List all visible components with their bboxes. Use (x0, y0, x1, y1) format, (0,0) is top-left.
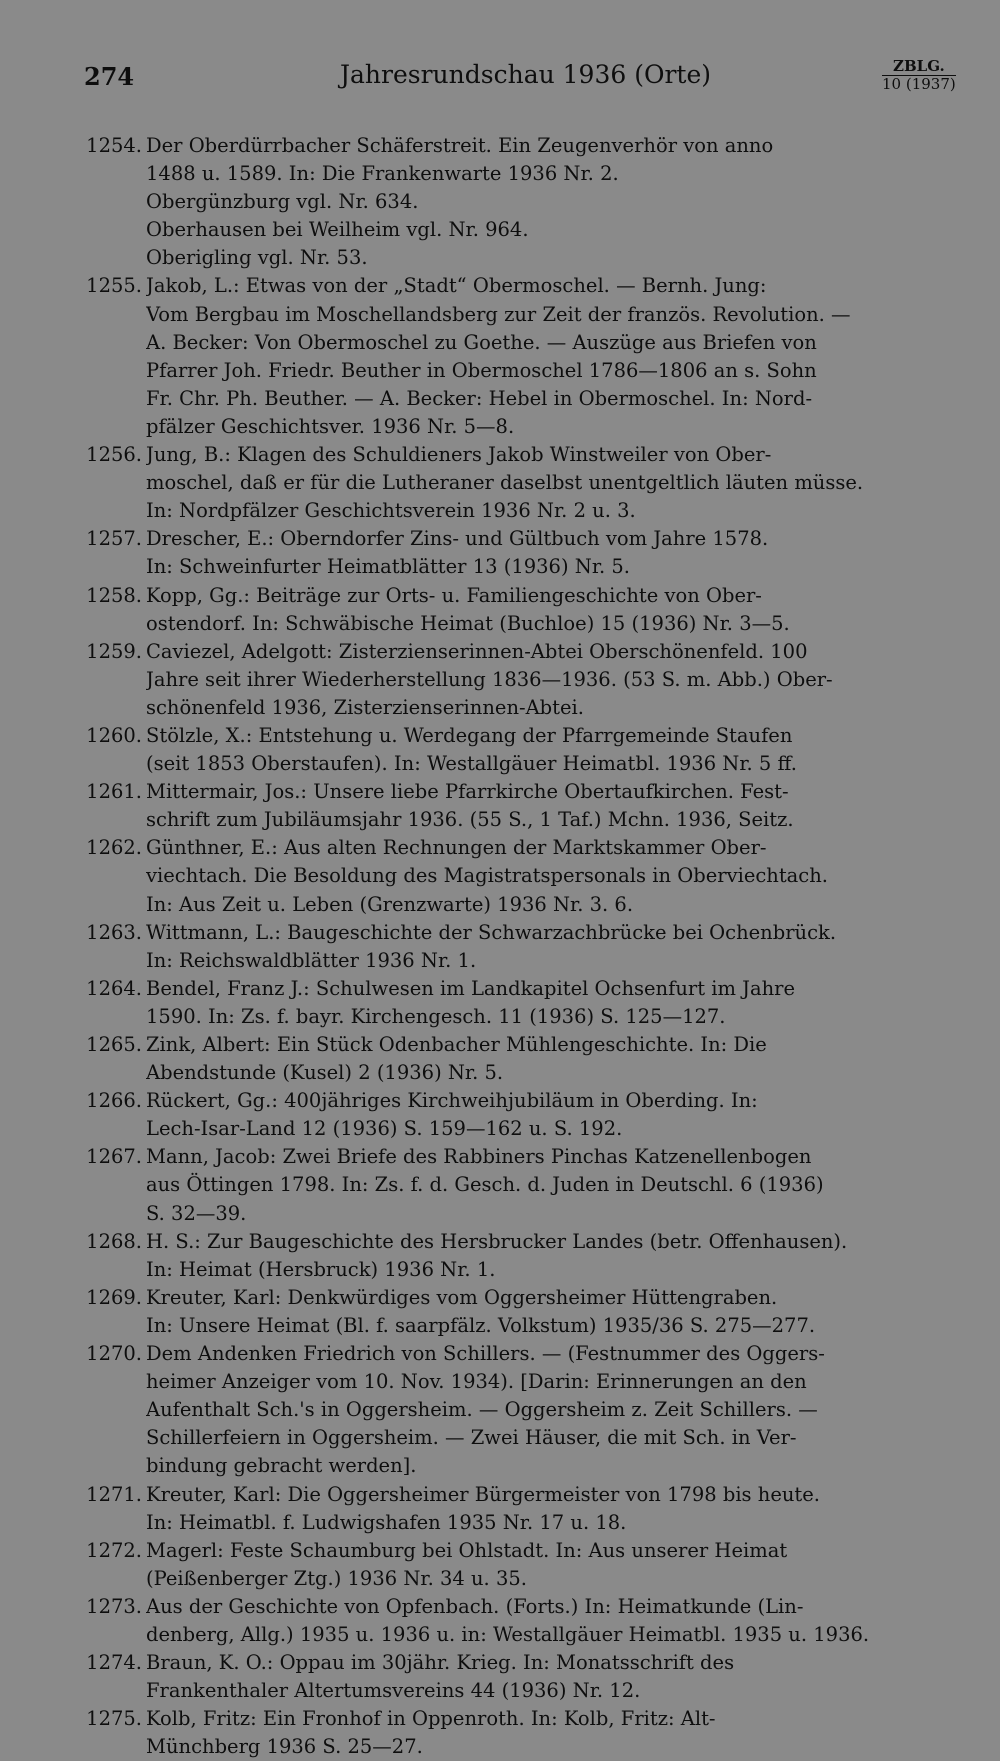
entry-number: 1268. (86, 1229, 142, 1253)
entry-line: In: Reichswaldblätter 1936 Nr. 1. (146, 948, 477, 972)
entry-line: Aus der Geschichte von Opfenbach. (Forts.) In: Heimatkunde (Lin- (146, 1594, 804, 1618)
entry-line: denberg, Allg.) 1935 u. 1936 u. in: Westallgäuer Heimatbl. 1935 u. 1936. (146, 1622, 870, 1646)
entry-line: In: Heimat (Hersbruck) 1936 Nr. 1. (146, 1257, 496, 1281)
entry-line: Drescher, E.: Oberndorfer Zins- und Gültbuch vom Jahre 1578. (146, 527, 769, 551)
entry-text (146, 1031, 958, 1087)
entry-line: Abendstunde (Kusel) 2 (1936) Nr. 5. (146, 1061, 504, 1085)
bibliography-entry (66, 1031, 958, 1087)
journal-abbreviation: ZBLG. (882, 58, 956, 76)
entry-number: 1256. (86, 443, 142, 467)
entry-line: Münchberg 1936 S. 25—27. (146, 1735, 423, 1759)
entry-line: Oberigling vgl. Nr. 53. (146, 246, 368, 270)
bibliography-entry (66, 582, 958, 638)
entry-line: Kolb, Fritz: Ein Fronhof in Oppenroth. In: Kolb, Fritz: Alt- (146, 1707, 716, 1731)
entry-line: Pfarrer Joh. Friedr. Beuther in Obermoschel 1786—1806 an s. Sohn (146, 358, 817, 382)
entry-line: Caviezel, Adelgott: Zisterzienserinnen-Abtei Oberschönenfeld. 100 (146, 639, 808, 663)
entry-line: Schillerfeiern in Oggersheim. — Zwei Häuser, die mit Sch. in Ver- (146, 1426, 797, 1450)
entry-line: heimer Anzeiger vom 10. Nov. 1934). [Darin: Erinnerungen an den (146, 1370, 807, 1394)
entry-number: 1272. (86, 1538, 142, 1562)
entry-text (146, 1087, 958, 1143)
entry-text (146, 1705, 958, 1761)
entry-line: Vom Bergbau im Moschellandsberg zur Zeit der französ. Revolution. — (146, 302, 851, 326)
bibliography-entry (66, 1537, 958, 1593)
entry-line: In: Unsere Heimat (Bl. f. saarpfälz. Volkstum) 1935/36 S. 275—277. (146, 1313, 816, 1337)
entry-line: Stölzle, X.: Entstehung u. Werdegang der Pfarrgemeinde Staufen (146, 723, 793, 747)
entry-text (146, 638, 958, 722)
entry-line: 1488 u. 1589. In: Die Frankenwarte 1936 Nr. 2. (146, 162, 619, 186)
entry-number: 1261. (86, 780, 142, 804)
entry-number: 1265. (86, 1033, 142, 1056)
entry-text (146, 1143, 958, 1227)
entry-line: Jahre seit ihrer Wiederherstellung 1836—1936. (53 S. m. Abb.) Ober- (146, 667, 833, 691)
entry-line: Der Oberdürrbacher Schäferstreit. Ein Zeugenverhör von anno (146, 134, 774, 157)
bibliography-list (66, 132, 958, 1761)
bibliography-entry (66, 1340, 958, 1480)
bibliography-entry (66, 1228, 958, 1284)
entry-text (146, 1537, 958, 1593)
entry-text (146, 1340, 958, 1480)
entry-line: Aufenthalt Sch.'s in Oggersheim. — Oggersheim z. Zeit Schillers. — (146, 1398, 818, 1422)
bibliography-entry (66, 272, 958, 441)
entry-line: Jung, B.: Klagen des Schuldieners Jakob Winstweiler von Ober- (146, 443, 772, 467)
entry-number: 1271. (86, 1482, 142, 1506)
entry-number: 1254. (86, 134, 142, 157)
bibliography-entry (66, 525, 958, 581)
entry-line: S. 32—39. (146, 1201, 247, 1225)
entry-text (146, 1649, 958, 1705)
entry-text (146, 975, 958, 1031)
entry-number: 1263. (86, 920, 142, 944)
bibliography-entry (66, 834, 958, 918)
entry-text (146, 1228, 958, 1284)
entry-text (146, 722, 958, 778)
entry-text (146, 272, 958, 441)
entry-number: 1275. (86, 1707, 142, 1731)
entry-number: 1260. (86, 723, 142, 747)
entry-line: Günthner, E.: Aus alten Rechnungen der Marktskammer Ober- (146, 836, 767, 860)
bibliography-entry (66, 132, 958, 272)
entry-line: 1590. In: Zs. f. bayr. Kirchengesch. 11 (1936) S. 125—127. (146, 1004, 726, 1028)
entry-line: Fr. Chr. Ph. Beuther. — A. Becker: Hebel in Obermoschel. In: Nord- (146, 386, 813, 410)
entry-line: Braun, K. O.: Oppau im 30jähr. Krieg. In: Monatsschrift des (146, 1651, 735, 1675)
entry-line: schönenfeld 1936, Zisterzienserinnen-Abtei. (146, 695, 584, 719)
entry-text (146, 1593, 958, 1649)
entry-line: In: Aus Zeit u. Leben (Grenzwarte) 1936 Nr. 3. 6. (146, 892, 634, 916)
entry-line: ostendorf. In: Schwäbische Heimat (Buchloe) 15 (1936) Nr. 3—5. (146, 611, 790, 635)
entry-line: moschel, daß er für die Lutheraner daselbst unentgeltlich läuten müsse. (146, 471, 864, 495)
entry-line: Oberhausen bei Weilheim vgl. Nr. 964. (146, 218, 529, 242)
bibliography-entry (66, 1593, 958, 1649)
bibliography-entry (66, 1481, 958, 1537)
entry-line: In: Schweinfurter Heimatblätter 13 (1936) Nr. 5. (146, 555, 630, 579)
entry-line: Mittermair, Jos.: Unsere liebe Pfarrkirche Obertaufkirchen. Fest- (146, 780, 789, 804)
bibliography-entry (66, 1705, 958, 1761)
entry-line: Frankenthaler Altertumsvereins 44 (1936) Nr. 12. (146, 1679, 641, 1703)
entry-line: Kreuter, Karl: Denkwürdiges vom Oggersheimer Hüttengraben. (146, 1285, 778, 1309)
entry-text (146, 132, 958, 272)
entry-text (146, 778, 958, 834)
entry-number: 1264. (86, 976, 142, 1000)
entry-number: 1262. (86, 836, 142, 860)
entry-line: Wittmann, L.: Baugeschichte der Schwarzachbrücke bei Ochenbrück. (146, 920, 837, 944)
entry-number: 1273. (86, 1594, 142, 1618)
entry-line: bindung gebracht werden]. (146, 1454, 417, 1478)
journal-volume: 10 (1937) (882, 75, 956, 93)
entry-line: In: Nordpfälzer Geschichtsverein 1936 Nr. 2 u. 3. (146, 499, 636, 523)
journal-reference (882, 58, 956, 93)
entry-line: Dem Andenken Friedrich von Schillers. — (Festnummer des Oggers- (146, 1342, 825, 1366)
bibliography-entry (66, 722, 958, 778)
entry-text (146, 1284, 958, 1340)
entry-line: Kreuter, Karl: Die Oggersheimer Bürgermeister von 1798 bis heute. (146, 1482, 820, 1506)
page-number: 274 (84, 62, 135, 91)
entry-text (146, 441, 958, 525)
bibliography-entry (66, 441, 958, 525)
entry-line: In: Heimatbl. f. Ludwigshafen 1935 Nr. 17 u. 18. (146, 1510, 627, 1534)
bibliography-entry (66, 1087, 958, 1143)
entry-text (146, 834, 958, 918)
entry-number: 1257. (86, 527, 142, 551)
bibliography-entry (66, 1284, 958, 1340)
entry-line: schrift zum Jubiläumsjahr 1936. (55 S., 1 Taf.) Mchn. 1936, Seitz. (146, 808, 794, 832)
entry-line: Obergünzburg vgl. Nr. 634. (146, 190, 419, 214)
entry-line: (seit 1853 Oberstaufen). In: Westallgäuer Heimatbl. 1936 Nr. 5 ff. (146, 752, 797, 776)
entry-line: Jakob, L.: Etwas von der „Stadt“ Obermoschel. — Bernh. Jung: (146, 274, 767, 298)
bibliography-entry (66, 638, 958, 722)
entry-number: 1267. (86, 1145, 142, 1169)
entry-line: Mann, Jacob: Zwei Briefe des Rabbiners Pinchas Katzenellenbogen (146, 1145, 812, 1169)
entry-text (146, 1481, 958, 1537)
bibliography-entry (66, 919, 958, 975)
bibliography-entry (66, 1649, 958, 1705)
entry-number: 1259. (86, 639, 142, 663)
entry-number: 1270. (86, 1342, 142, 1366)
entry-number: 1274. (86, 1651, 142, 1675)
entry-line: A. Becker: Von Obermoschel zu Goethe. — Auszüge aus Briefen von (146, 330, 817, 354)
entry-line: Zink, Albert: Ein Stück Odenbacher Mühlengeschichte. In: Die (146, 1033, 767, 1056)
entry-text (146, 919, 958, 975)
entry-line: Kopp, Gg.: Beiträge zur Orts- u. Familiengeschichte von Ober- (146, 583, 762, 607)
running-title: Jahresrundschau 1936 (Orte) (340, 60, 712, 89)
entry-line: Bendel, Franz J.: Schulwesen im Landkapitel Ochsenfurt im Jahre (146, 976, 796, 1000)
bibliography-entry (66, 975, 958, 1031)
entry-line: pfälzer Geschichtsver. 1936 Nr. 5—8. (146, 414, 515, 438)
entry-line: Lech-Isar-Land 12 (1936) S. 159—162 u. S. 192. (146, 1117, 623, 1141)
entry-number: 1266. (86, 1089, 142, 1113)
entry-text (146, 525, 958, 581)
entry-line: viechtach. Die Besoldung des Magistratspersonals in Oberviechtach. (146, 864, 828, 888)
entry-line: (Peißenberger Ztg.) 1936 Nr. 34 u. 35. (146, 1566, 527, 1590)
bibliography-entry (66, 1143, 958, 1227)
entry-line: H. S.: Zur Baugeschichte des Hersbrucker Landes (betr. Offenhausen). (146, 1229, 848, 1253)
entry-number: 1269. (86, 1285, 142, 1309)
entry-line: aus Öttingen 1798. In: Zs. f. d. Gesch. d. Juden in Deutschl. 6 (1936) (146, 1173, 824, 1197)
entry-line: Magerl: Feste Schaumburg bei Ohlstadt. In: Aus unserer Heimat (146, 1538, 788, 1562)
entry-text (146, 582, 958, 638)
entry-line: Rückert, Gg.: 400jähriges Kirchweihjubiläum in Oberding. In: (146, 1089, 758, 1113)
entry-number: 1255. (86, 274, 142, 298)
entry-number: 1258. (86, 583, 142, 607)
bibliography-entry (66, 778, 958, 834)
